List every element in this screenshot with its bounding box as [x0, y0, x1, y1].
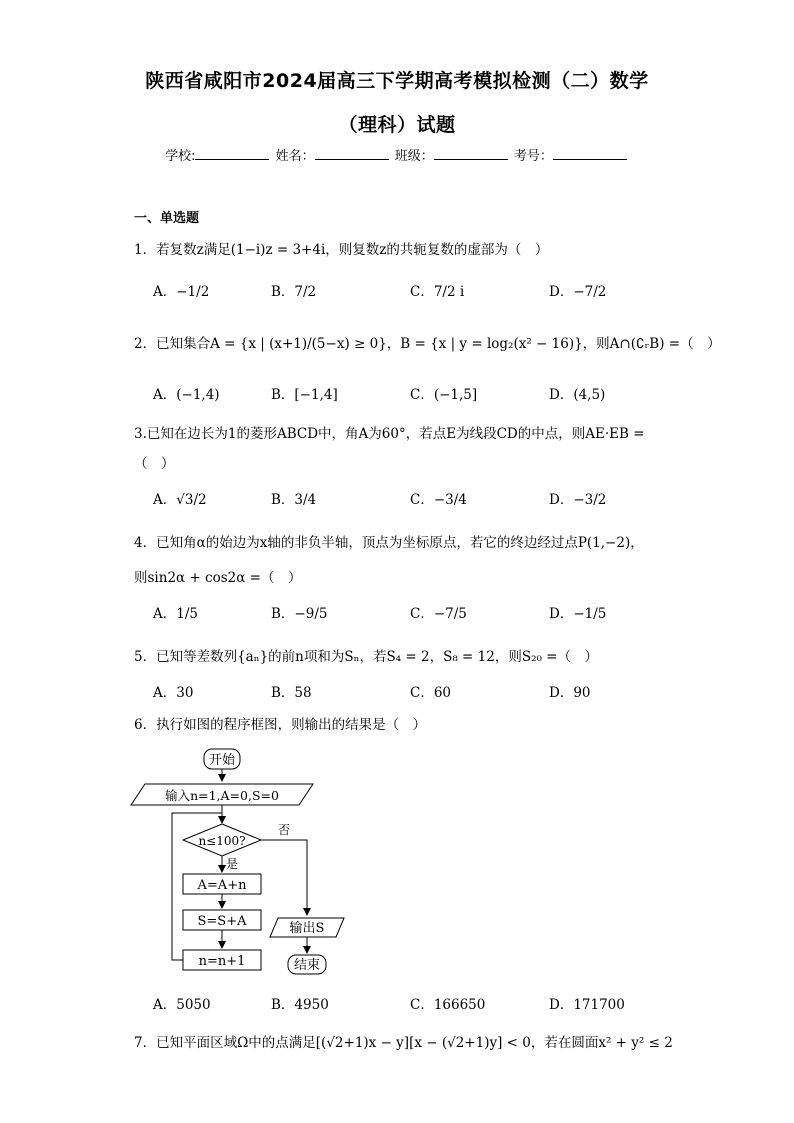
option[interactable]: C．(−1,5] — [410, 387, 478, 403]
output-label: 输出S — [289, 921, 325, 936]
question-3-stem: 3.已知在边长为1的菱形ABCD中，角A为60°，若点E为线段CD的中点，则AE·EB = — [134, 426, 645, 442]
exam-no-blank[interactable] — [553, 147, 627, 160]
option[interactable]: D．(4,5) — [549, 387, 606, 403]
yes-label: 是 — [226, 857, 239, 871]
option[interactable]: B．58 — [271, 685, 312, 701]
exam-title-line2: （理科）试题 — [338, 114, 456, 136]
school-blank[interactable] — [195, 147, 269, 160]
start-label: 开始 — [208, 753, 236, 768]
step-a-label: A=A+n — [197, 878, 247, 893]
option[interactable]: A．−1/2 — [153, 284, 210, 300]
question-6-stem: 6．执行如图的程序框图，则输出的结果是（ ） — [134, 717, 427, 733]
option[interactable]: A．1/5 — [153, 606, 198, 622]
name-blank[interactable] — [315, 147, 389, 160]
option[interactable]: D．−1/5 — [549, 606, 607, 622]
question-4-stem: 4．已知角α的始边为x轴的非负半轴，顶点为坐标原点，若它的终边经过点P(1,−2)， — [134, 535, 644, 551]
question-1-stem: 1．若复数z满足(1−i)z = 3+4i，则复数z的共轭复数的虚部为（ ） — [134, 242, 549, 258]
step-s-label: S=S+A — [197, 914, 247, 929]
option[interactable]: C．166650 — [410, 997, 486, 1013]
option[interactable]: B．7/2 — [271, 284, 317, 300]
option[interactable]: B．[−1,4] — [271, 387, 338, 403]
option[interactable]: D．171700 — [549, 997, 625, 1013]
option[interactable]: D．90 — [549, 685, 591, 701]
end-label: 结束 — [293, 958, 321, 973]
option[interactable]: B．−9/5 — [271, 606, 328, 622]
program-flowchart — [125, 744, 355, 980]
option[interactable]: D．−3/2 — [549, 492, 607, 508]
question-3-stem-cont: （ ） — [134, 456, 175, 472]
option[interactable]: D．−7/2 — [549, 284, 607, 300]
class-label: 班级： — [394, 149, 434, 164]
question-2-stem: 2．已知集合A = {x | (x+1)/(5−x) ≥ 0}，B = {x | y = log₂(x² − 16)}，则A∩(∁ᵣB) =（ ） — [134, 336, 721, 352]
option[interactable]: A．√3/2 — [153, 492, 207, 508]
name-label: 姓名： — [275, 149, 315, 164]
class-blank[interactable] — [434, 147, 508, 160]
option[interactable]: C．60 — [410, 685, 452, 701]
question-7-stem: 7．已知平面区域Ω中的点满足[(√2+1)x − y][x − (√2+1)y] < 0，若在圆面x² + y² ≤ 2 — [134, 1035, 673, 1051]
student-info-fields — [0, 145, 794, 164]
option[interactable]: C．7/2 i — [410, 284, 465, 300]
option[interactable]: C．−3/4 — [410, 492, 467, 508]
condition-label: n≤100? — [198, 834, 246, 848]
exam-no-label: 考号： — [513, 149, 553, 164]
school-label: 学校: — [165, 149, 196, 164]
exam-title-line1: 陕西省咸阳市2024届高三下学期高考模拟检测（二）数学 — [145, 70, 649, 92]
option[interactable]: B．3/4 — [271, 492, 317, 508]
no-label: 否 — [278, 823, 291, 837]
input-label: 输入n=1,A=0,S=0 — [165, 788, 279, 803]
option[interactable]: C．−7/5 — [410, 606, 467, 622]
option[interactable]: A．(−1,4) — [153, 387, 220, 403]
option[interactable]: B．4950 — [271, 997, 329, 1013]
option[interactable]: A．5050 — [153, 997, 211, 1013]
section-heading: 一、单选题 — [134, 211, 200, 226]
step-n-label: n=n+1 — [198, 954, 246, 969]
question-4-stem-cont: 则sin2α + cos2α =（ ） — [134, 570, 302, 586]
option[interactable]: A．30 — [153, 685, 194, 701]
question-5-stem: 5．已知等差数列{aₙ}的前n项和为Sₙ，若S₄ = 2，S₈ = 12，则S₂₀ =（ ） — [134, 649, 598, 665]
